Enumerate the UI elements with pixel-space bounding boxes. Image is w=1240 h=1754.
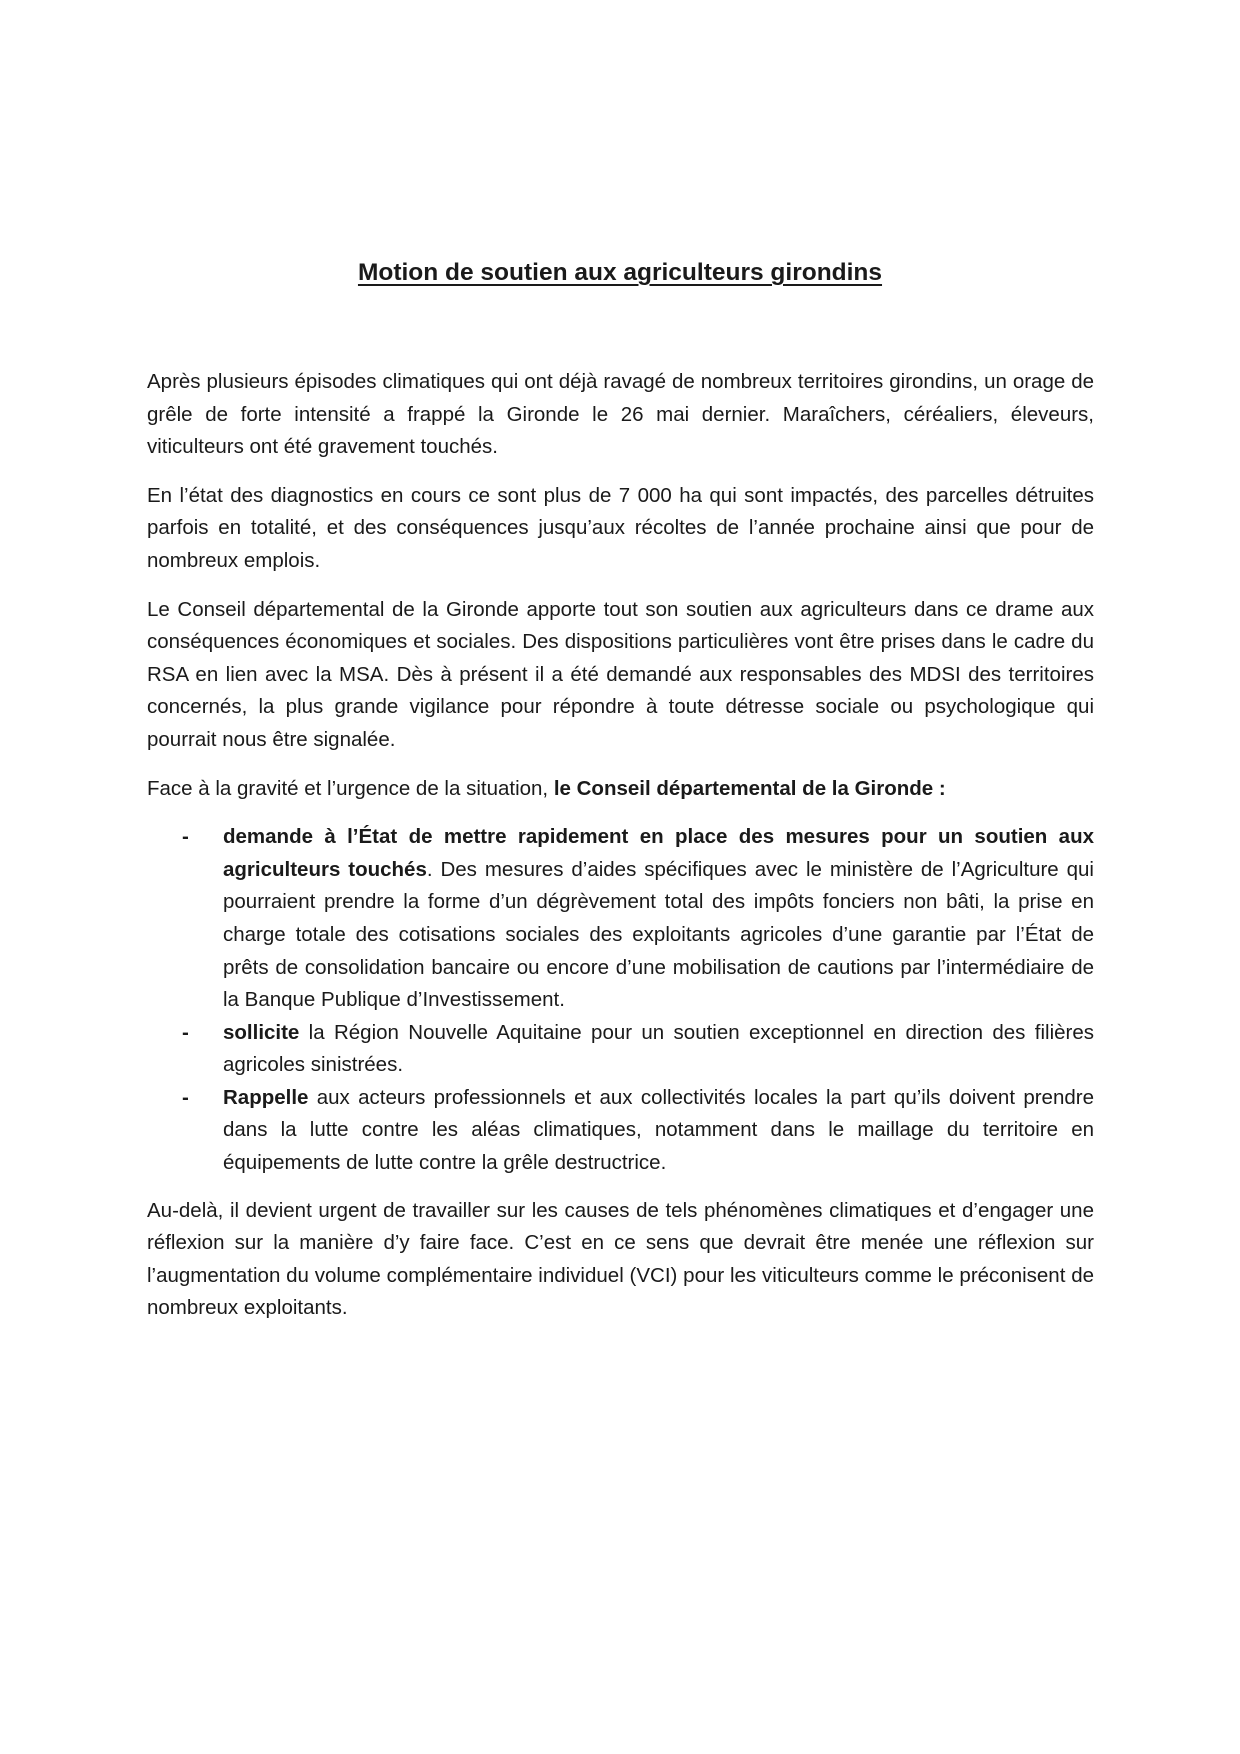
- document-body: [147, 366, 1094, 1341]
- bullet-marker: -: [182, 1020, 189, 1044]
- list-item: [147, 1017, 1094, 1082]
- list-item-text: aux acteurs professionnels et aux collectivités locales la part qu’ils doivent prendre dans la lutte contre les aléas climatiques, notamment dans le maillage du territoire en équipements de lutte contre la grêle destructrice.: [223, 1085, 1094, 1175]
- list-item: [147, 1082, 1094, 1180]
- paragraph-intro: [147, 773, 1094, 806]
- list-item-bold: Rappelle: [223, 1085, 309, 1109]
- bullet-marker: -: [182, 1085, 189, 1109]
- paragraph-support: Le Conseil départemental de la Gironde apporte tout son soutien aux agriculteurs dans ce drame aux conséquences économiques et sociales. Des dispositions particulières vont être prises dans le cadre du RSA en lien avec la MSA. Dès à présent il a été demandé aux responsables des MDSI des territoires concernés, la plus grande vigilance pour répondre à toute détresse sociale ou psychologique qui pourrait nous être signalée.: [147, 597, 1094, 751]
- intro-text: Face à la gravité et l’urgence de la situation,: [147, 776, 554, 800]
- list-item-bold: demande à l’État de mettre rapidement en place des mesures pour un soutien aux agriculteurs touchés: [223, 825, 1094, 881]
- paragraph-damage: En l’état des diagnostics en cours ce sont plus de 7 000 ha qui sont impactés, des parcelles détruites parfois en totalité, et des conséquences jusqu’aux récoltes de l’année prochaine ainsi que pour de nombreux emplois.: [147, 483, 1094, 572]
- paragraph-context: Après plusieurs épisodes climatiques qui ont déjà ravagé de nombreux territoires girondins, un orage de grêle de forte intensité a frappé la Gironde le 26 mai dernier. Maraîchers, céréaliers, éleveurs, viticulteurs ont été gravement touchés.: [147, 370, 1094, 459]
- list-item: [147, 821, 1094, 1017]
- list-item-bold: sollicite: [223, 1020, 300, 1044]
- paragraph-closing: Au-delà, il devient urgent de travailler sur les causes de tels phénomènes climatiques et d’engager une réflexion sur la manière d’y faire face. C’est en ce sens que devrait être menée une réflexion sur l’augmentation du volume complémentaire individuel (VCI) pour les viticulteurs comme le préconisent de nombreux exploitants.: [147, 1198, 1094, 1320]
- demands-list: [147, 821, 1094, 1180]
- intro-bold: le Conseil départemental de la Gironde :: [553, 776, 946, 800]
- page-title: Motion de soutien aux agriculteurs girondins: [357, 259, 883, 286]
- list-item-text: la Région Nouvelle Aquitaine pour un soutien exceptionnel en direction des filières agricoles sinistrées.: [223, 1020, 1094, 1077]
- bullet-marker: -: [182, 825, 189, 849]
- list-item-text: . Des mesures d’aides spécifiques avec le ministère de l’Agriculture qui pourraient prendre la forme d’un dégrèvement total des impôts fonciers non bâti, la prise en charge totale des cotisations sociales des exploitants agricoles d’une garantie par l’État de prêts de consolidation bancaire ou encore d’une mobilisation de cautions par l’intermédiaire de la Banque Publique d’Investissement.: [223, 857, 1094, 1012]
